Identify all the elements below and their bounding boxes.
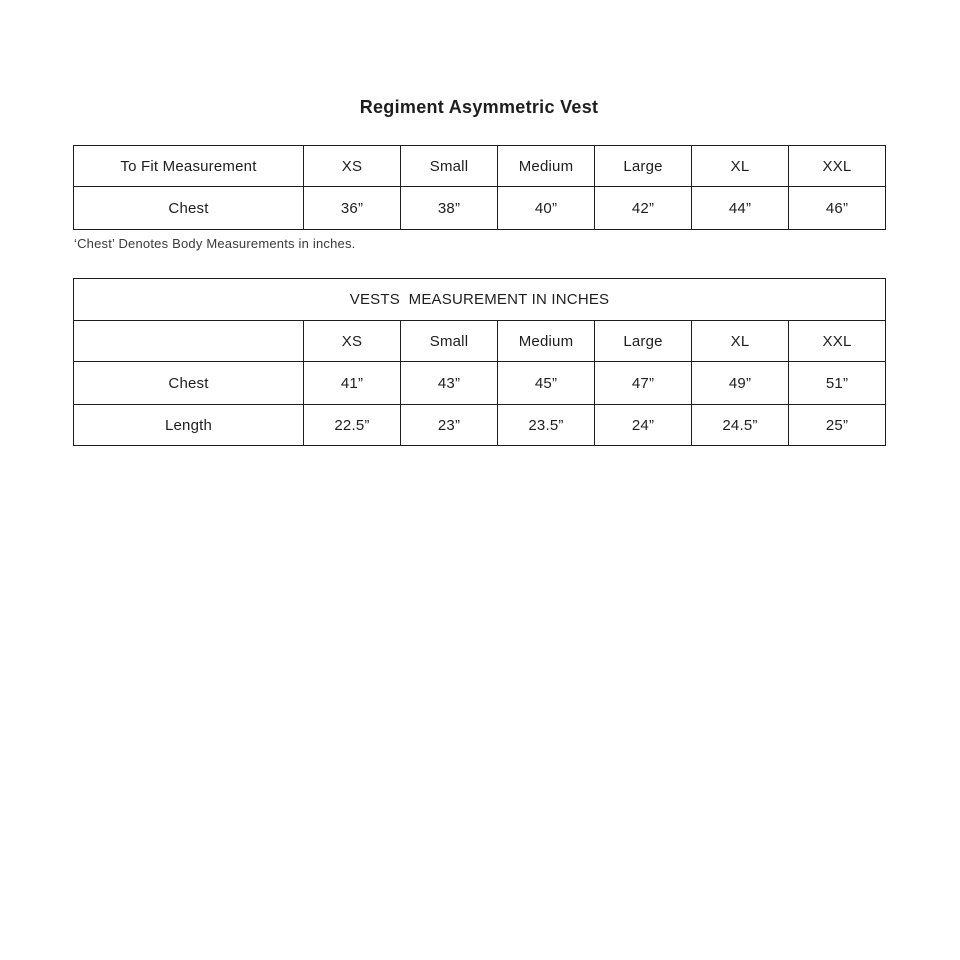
fit-measurement-table [73, 145, 886, 230]
measurement-cell: 24” [595, 405, 692, 446]
chest-footnote: ‘Chest’ Denotes Body Measurements in inches. [74, 236, 356, 251]
fit-table-chest-row [74, 187, 886, 230]
measurement-cell: 23” [401, 405, 498, 446]
empty-corner-cell [74, 321, 304, 362]
vest-measurement-table [73, 278, 886, 446]
size-header-cell-large: Large [595, 146, 692, 187]
measurement-cell: 38” [401, 187, 498, 230]
vest-table-chest-row [74, 362, 886, 405]
page-title: Regiment Asymmetric Vest [359, 97, 599, 117]
measurement-cell: 43” [401, 362, 498, 405]
vest-table-sizes-row [74, 321, 886, 362]
size-header-cell-xs: XS [304, 321, 401, 362]
measurement-cell: 25” [789, 405, 886, 446]
size-header-cell-medium: Medium [498, 321, 595, 362]
measurement-cell: 46” [789, 187, 886, 230]
vest-table-title: VESTS MEASUREMENT IN INCHES [74, 279, 886, 321]
measurement-cell: 24.5” [692, 405, 789, 446]
vest-table-title-row [74, 279, 886, 321]
measurement-cell: 23.5” [498, 405, 595, 446]
measurement-cell: 36” [304, 187, 401, 230]
measurement-cell: 42” [595, 187, 692, 230]
size-header-cell-xl: XL [692, 146, 789, 187]
measurement-cell: 22.5” [304, 405, 401, 446]
row-label-chest: Chest [74, 362, 304, 405]
size-header-cell-xl: XL [692, 321, 789, 362]
measurement-cell: 51” [789, 362, 886, 405]
vest-table-length-row [74, 405, 886, 446]
measurement-cell: 45” [498, 362, 595, 405]
row-label-length: Length [74, 405, 304, 446]
measurement-cell: 49” [692, 362, 789, 405]
measurement-cell: 40” [498, 187, 595, 230]
size-header-cell-medium: Medium [498, 146, 595, 187]
fit-table-header-row [74, 146, 886, 187]
size-header-cell-small: Small [401, 321, 498, 362]
measurement-cell: 41” [304, 362, 401, 405]
size-header-cell-large: Large [595, 321, 692, 362]
size-header-cell-xs: XS [304, 146, 401, 187]
measurement-cell: 47” [595, 362, 692, 405]
size-header-cell-xxl: XXL [789, 321, 886, 362]
fit-table-header-label: To Fit Measurement [74, 146, 304, 187]
size-header-cell-xxl: XXL [789, 146, 886, 187]
measurement-cell: 44” [692, 187, 789, 230]
size-chart-page [73, 0, 885, 446]
size-header-cell-small: Small [401, 146, 498, 187]
row-label-chest: Chest [74, 187, 304, 230]
